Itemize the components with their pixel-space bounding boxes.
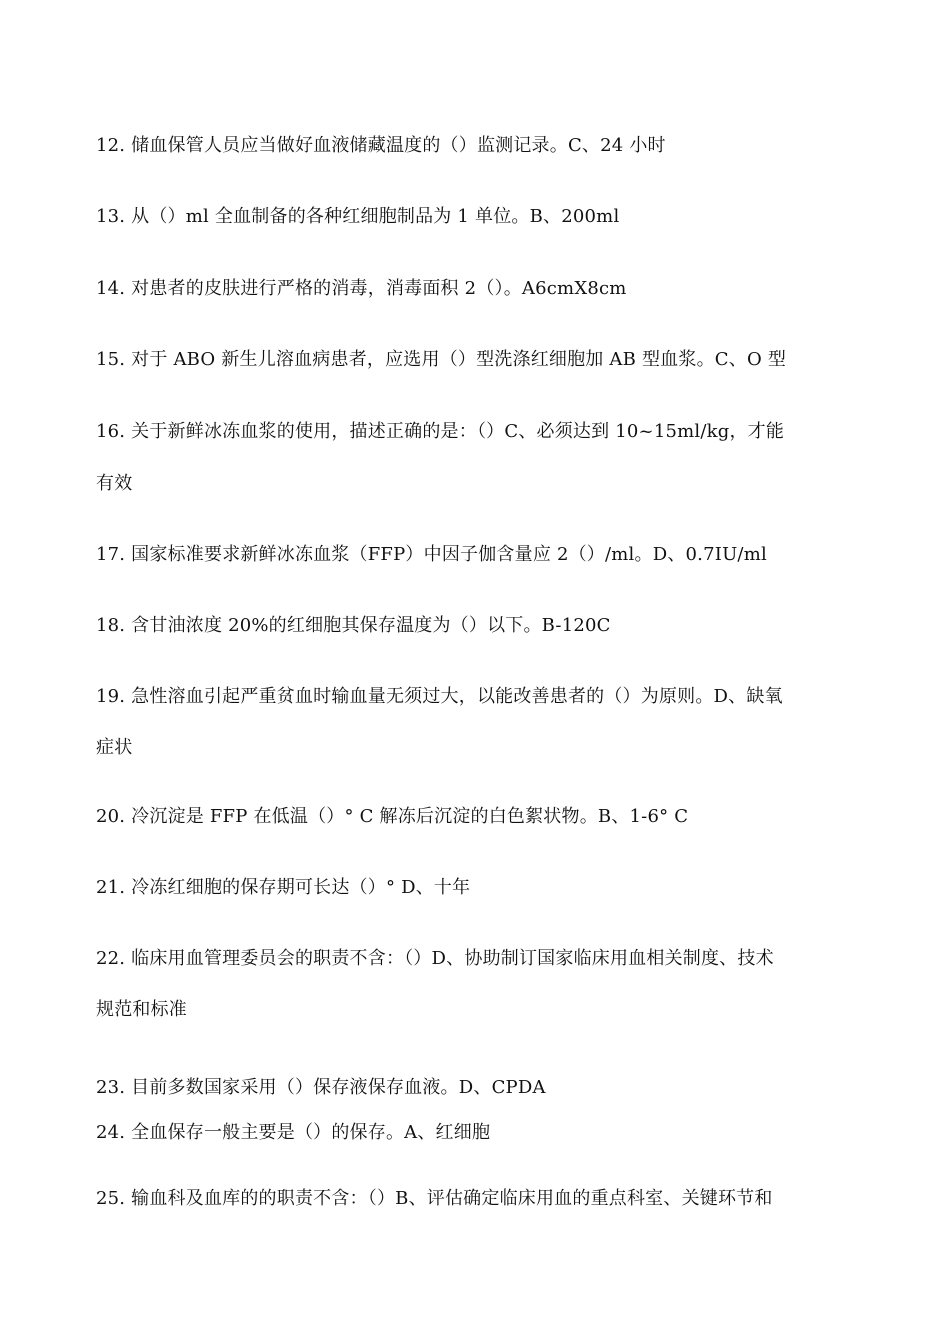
question-14: 14. 对患者的皮肤进行严格的消毒，消毒面积 2（）。A6cmX8cm: [96, 278, 627, 299]
question-21: 21. 冷冻红细胞的保存期可长达（）° D、十年: [96, 877, 471, 898]
question-16: 16. 关于新鲜冰冻血浆的使用，描述正确的是：（）C、必须达到 10~15ml/kg，才能: [96, 421, 785, 442]
question-15: 15. 对于 ABO 新生儿溶血病患者，应选用（）型洗涤红细胞加 AB 型血浆。C、O 型: [96, 349, 787, 370]
question-20: 20. 冷沉淀是 FFP 在低温（）° C 解冻后沉淀的白色絮状物。B、1-6° C: [96, 806, 689, 827]
question-18: 18. 含甘油浓度 20%的红细胞其保存温度为（）以下。B-120C: [96, 615, 611, 636]
question-19: 19. 急性溶血引起严重贫血时输血量无须过大，以能改善患者的（）为原则。D、缺氧: [96, 686, 783, 707]
question-16-continued: 有效: [96, 473, 133, 494]
question-17: 17. 国家标准要求新鲜冰冻血浆（FFP）中因子伽含量应 2（）/ml。D、0.7IU/ml: [96, 544, 767, 565]
question-13: 13. 从（）ml 全血制备的各种红细胞制品为 1 单位。B、200ml: [96, 206, 620, 227]
question-12: 12. 储血保管人员应当做好血液储藏温度的（）监测记录。C、24 小时: [96, 135, 666, 156]
question-25: 25. 输血科及血库的的职责不含：（）B、评估确定临床用血的重点科室、关键环节和: [96, 1188, 773, 1209]
question-24: 24. 全血保存一般主要是（）的保存。A、红细胞: [96, 1122, 491, 1143]
question-22: 22. 临床用血管理委员会的职责不含：（）D、协助制订国家临床用血相关制度、技术: [96, 948, 774, 969]
question-19-continued: 症状: [96, 737, 133, 758]
question-22-continued: 规范和标准: [96, 999, 187, 1020]
question-23: 23. 目前多数国家采用（）保存液保存血液。D、CPDA: [96, 1077, 546, 1098]
